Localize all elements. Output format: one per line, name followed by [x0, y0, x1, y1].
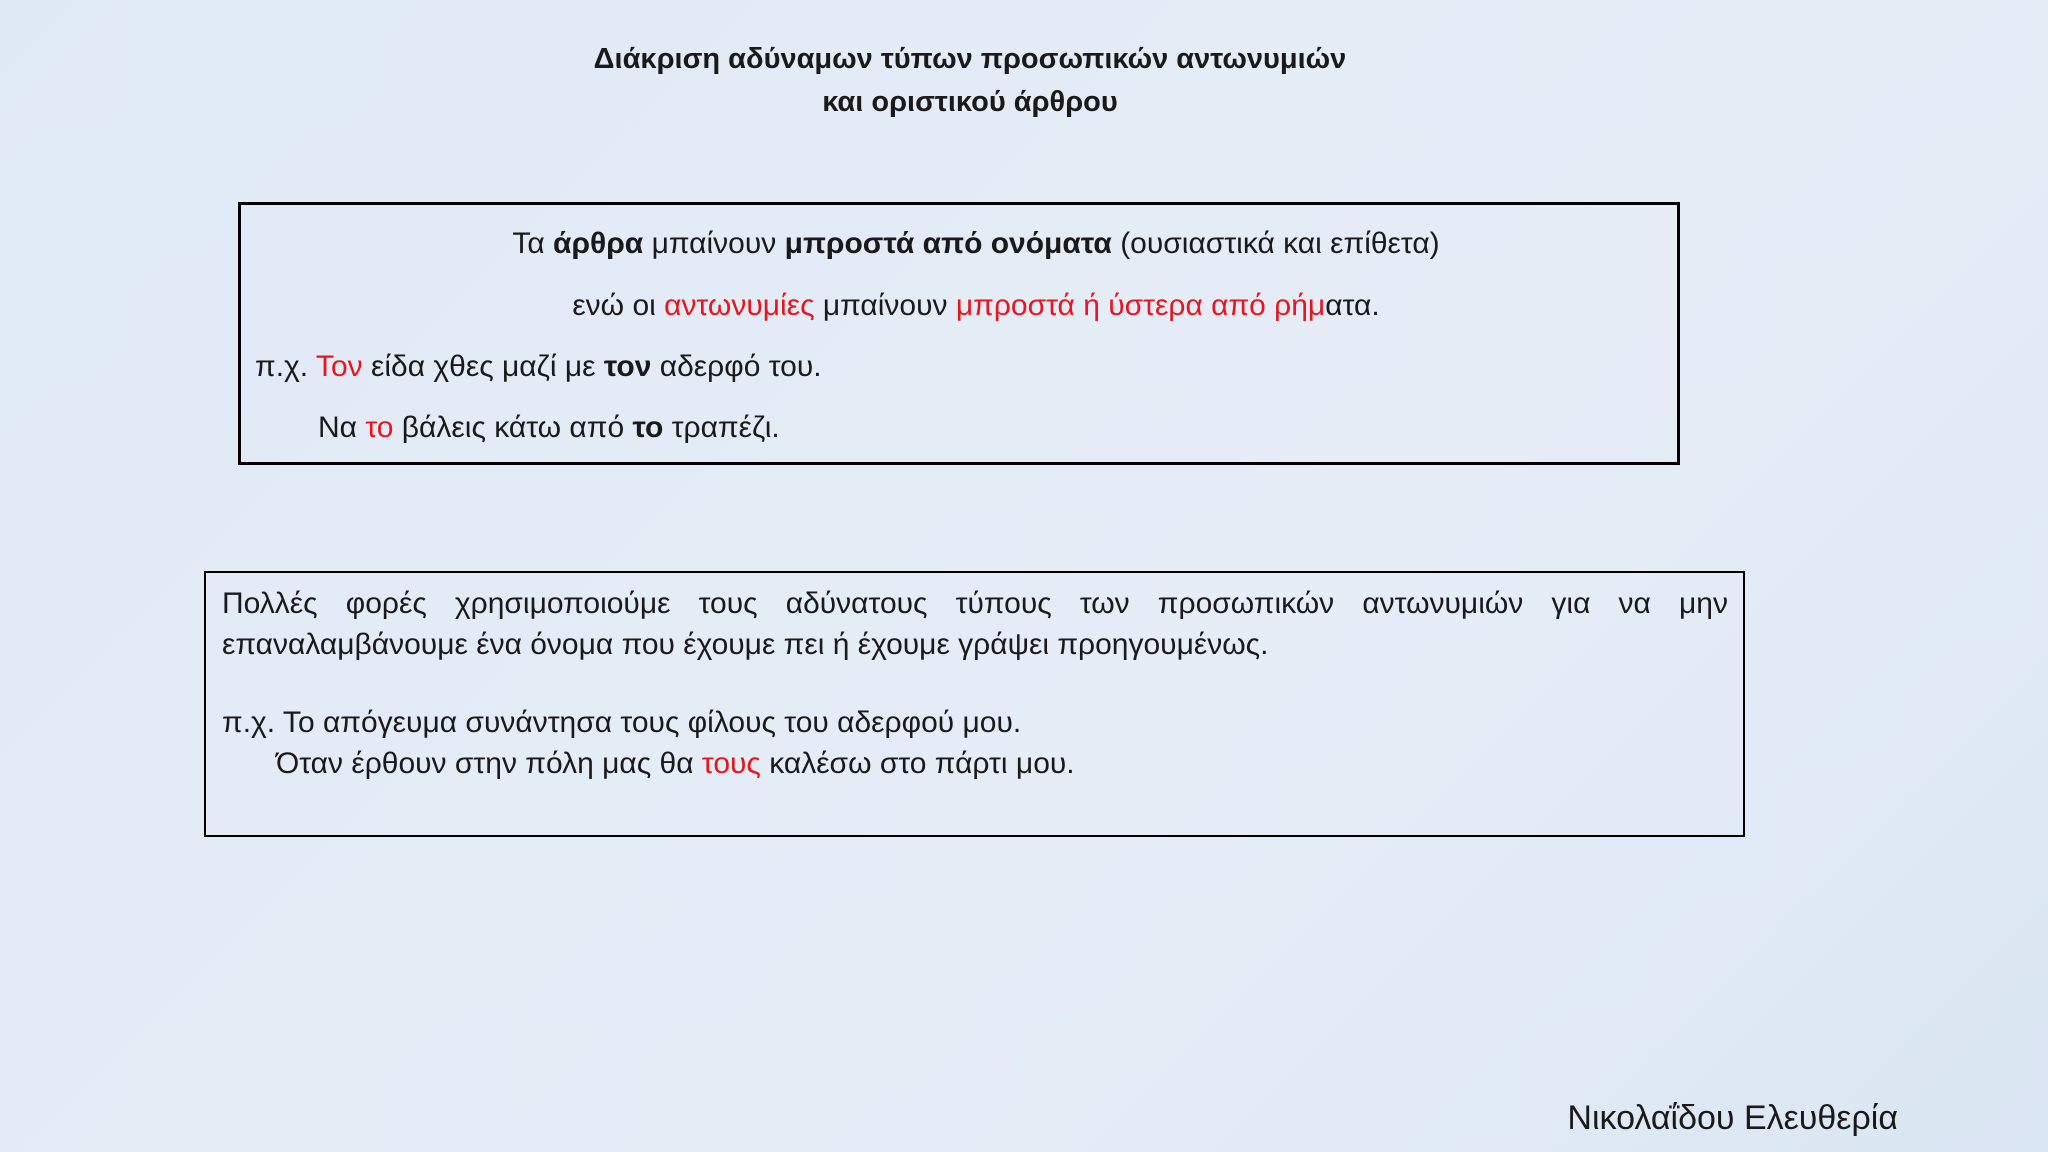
- rule-line-pronouns: [241, 289, 1677, 323]
- slide-title-line-1: Διάκριση αδύναμων τύπων προσωπικών αντωνυμιών: [593, 43, 1347, 75]
- rule-example-2: [318, 411, 780, 445]
- bold-phrase-before-nouns: μπροστά από ονόματα: [784, 227, 1112, 260]
- text-fragment: τραπέζι.: [663, 411, 780, 444]
- slide-title: [0, 38, 1940, 124]
- slide-title-line-2: και οριστικού άρθρου: [822, 86, 1118, 118]
- text-fragment: καλέσω στο πάρτι μου.: [760, 747, 1075, 780]
- rule-box: [238, 202, 1680, 465]
- bold-word-articles: άρθρα: [553, 227, 644, 260]
- text-fragment: Να: [318, 411, 366, 444]
- usage-example-2: [276, 747, 1075, 781]
- rule-line-articles: [241, 227, 1677, 261]
- text-fragment: (ουσιαστικά και επίθετα): [1111, 227, 1440, 260]
- author-name: Νικολαΐδου Ελευθερία: [1567, 1099, 1898, 1137]
- text-fragment: ατα.: [1325, 289, 1380, 322]
- text-fragment: Τα: [512, 227, 554, 260]
- usage-box: [204, 571, 1745, 837]
- text-fragment: βάλεις κάτω από: [393, 411, 633, 444]
- red-pronoun: το: [365, 411, 394, 444]
- bold-article: τον: [603, 350, 652, 383]
- text-fragment: Όταν έρθουν στην πόλη μας θα: [276, 747, 702, 780]
- usage-example-1: π.χ. Το απόγευμα συνάντησα τους φίλους του αδερφού μου.: [222, 706, 1022, 739]
- red-pronoun: τους: [701, 747, 761, 780]
- bold-article: το: [632, 411, 664, 444]
- text-fragment: ενώ οι: [572, 289, 665, 322]
- red-phrase-around-verbs: μπροστά ή ύστερα από ρήμ: [955, 289, 1326, 322]
- rule-example-1: [255, 350, 822, 384]
- text-fragment: μπαίνουν: [643, 227, 785, 260]
- text-fragment: αδερφό του.: [651, 350, 822, 383]
- text-fragment: μπαίνουν: [814, 289, 956, 322]
- red-word-pronouns: αντωνυμίες: [664, 289, 815, 322]
- usage-paragraph: Πολλές φορές χρησιμοποιούμε τους αδύνατους τύπους των προσωπικών αντωνυμιών για να μην επαναλαμβάνουμε ένα όνομα που έχουμε πει ή έχουμε γράψει προηγουμένως.: [222, 587, 1728, 661]
- red-pronoun: Τον: [315, 350, 363, 383]
- text-fragment: είδα χθες μαζί με: [362, 350, 604, 383]
- text-fragment: π.χ.: [255, 350, 316, 383]
